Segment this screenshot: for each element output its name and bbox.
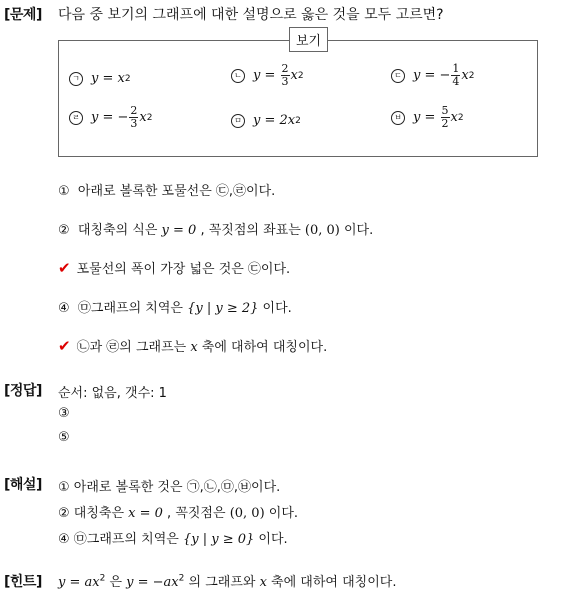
example-item-5 (231, 113, 301, 128)
explanation-text: ② 대칭축은 (58, 506, 129, 521)
choice-number: ② (58, 223, 70, 238)
equation-lhs: y = (91, 71, 114, 86)
explanation-line-1: ① 아래로 볼록한 것은 ㉠,㉡,㉤,㉥이다. (58, 480, 281, 495)
math-expr: y = 0 (161, 223, 197, 238)
exponent: 2 (124, 73, 131, 84)
circled-mark: ㄱ (69, 72, 83, 86)
exponent: 2 (178, 573, 185, 584)
equation-rhs: x (117, 71, 125, 86)
equation-lhs: y = (413, 68, 436, 83)
math-expr: x (190, 340, 198, 355)
choice-number: ① (58, 184, 70, 199)
box-title: 보기 (289, 27, 328, 52)
math-expr: {y | y ≥ 0} (182, 532, 255, 547)
choice-1 (58, 180, 275, 199)
choice-text: ㉡과 ㉣의 그래프는 (76, 340, 191, 355)
example-box (58, 34, 538, 157)
choice-3 (58, 258, 290, 277)
math-expr: {y | y ≥ 2} (187, 301, 259, 316)
hint-text (58, 571, 396, 590)
equation-lhs: y = (91, 110, 114, 125)
explanation-text: 이다. (264, 506, 299, 521)
equation-lhs: y = (413, 110, 436, 125)
answer-1: ③ (58, 406, 70, 421)
fraction: $\frac{2}{3}$ (130, 104, 138, 130)
equation-lhs: y = (253, 68, 276, 83)
question-text: 다음 중 보기의 그래프에 대한 설명으로 옳은 것을 모두 고르면? (58, 7, 444, 23)
exponent: 2 (457, 112, 464, 123)
answer-summary: 순서: 없음, 갯수: 1 (58, 386, 167, 401)
checkmark-icon: ✔ (58, 337, 71, 355)
circled-mark: ㄷ (391, 69, 405, 83)
problem-tag: [문제] (4, 7, 42, 23)
math-expr: x (259, 575, 267, 590)
equation-rhs: 2x (279, 113, 296, 128)
explanation-text: 이다. (254, 532, 288, 547)
choice-4 (58, 297, 292, 316)
math-expr: x = 0 (128, 506, 163, 521)
exponent: 2 (468, 70, 475, 81)
choice-text: 이다. (258, 301, 292, 316)
fraction: $\frac{5}{2}$ (441, 104, 449, 130)
explanation-tag: [해설] (4, 477, 42, 493)
math-expr: (0, 0) (304, 223, 340, 238)
equation-rhs: x (461, 68, 469, 83)
hint-body: 의 그래프와 (184, 575, 260, 590)
sign: − (117, 110, 129, 125)
choice-5 (58, 336, 327, 355)
choice-text: ㉤그래프의 치역은 (77, 301, 188, 316)
choice-2 (58, 219, 373, 238)
example-item-3 (391, 63, 475, 88)
explanation-text: , 꼭짓점은 (162, 506, 230, 521)
hint-body: 은 (105, 575, 127, 590)
hint-body: 축에 대하여 대칭이다. (266, 575, 397, 590)
equation-rhs: x (450, 110, 458, 125)
choice-text: 대칭축의 식은 (77, 223, 162, 238)
exponent: 2 (297, 70, 304, 81)
fraction: $\frac{1}{4}$ (452, 62, 460, 88)
choice-text: 이다. (339, 223, 374, 238)
checkmark-icon: ✔ (58, 259, 71, 277)
exponent: 2 (146, 112, 153, 123)
example-item-1 (69, 71, 131, 86)
answer-tag: [정답] (4, 383, 42, 399)
answer-2: ⑤ (58, 430, 70, 445)
circled-mark: ㅁ (231, 114, 245, 128)
choice-text: 축에 대하여 대칭이다. (197, 340, 328, 355)
explanation-line-3 (58, 528, 288, 547)
equation-rhs: x (139, 110, 147, 125)
math-expr: y = ax (58, 575, 100, 590)
exponent: 2 (99, 573, 106, 584)
example-item-6 (391, 105, 464, 130)
hint-tag: [힌트] (4, 574, 42, 590)
explanation-line-2 (58, 502, 298, 521)
math-expr: (0, 0) (229, 506, 265, 521)
example-item-2 (231, 63, 304, 88)
choice-text: , 꼭짓점의 좌표는 (196, 223, 305, 238)
math-expr: y = −ax (126, 575, 179, 590)
choice-text: 포물선의 폭이 가장 넓은 것은 ㉢이다. (76, 262, 291, 277)
circled-mark: ㄴ (231, 69, 245, 83)
explanation-text: ④ ㉤그래프의 치역은 (58, 532, 183, 547)
choice-number: ④ (58, 301, 70, 316)
circled-mark: ㅂ (391, 111, 405, 125)
exponent: 2 (295, 115, 301, 126)
equation-rhs: x (290, 68, 298, 83)
example-item-4 (69, 105, 153, 130)
circled-mark: ㄹ (69, 111, 83, 125)
equation-lhs: y = (253, 113, 276, 128)
fraction: $\frac{2}{3}$ (281, 62, 289, 88)
choice-text: 아래로 볼록한 포물선은 ㉢,㉣이다. (77, 184, 276, 199)
sign: − (439, 68, 451, 83)
